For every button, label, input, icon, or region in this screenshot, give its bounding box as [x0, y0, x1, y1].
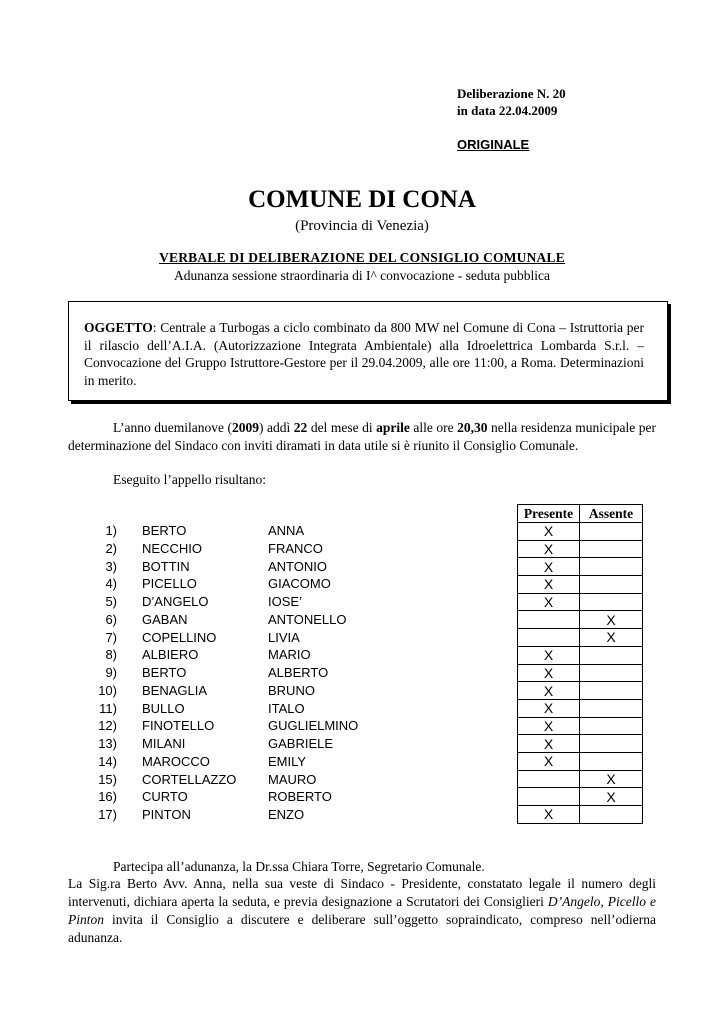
- member-firstname: MAURO: [268, 771, 317, 787]
- attendance-row: [518, 664, 643, 682]
- verbale-heading: VERBALE DI DELIBERAZIONE DEL CONSIGLIO COMUNALE: [159, 250, 565, 265]
- secretary-paragraph: Partecipa all’adunanza, la Dr.ssa Chiara Torre, Segretario Comunale.: [113, 859, 485, 874]
- member-firstname: IOSE’: [268, 594, 302, 609]
- member-number: 13): [98, 736, 117, 751]
- attendance-header-row: [518, 505, 643, 523]
- member-surname: MAROCCO: [142, 753, 210, 769]
- intro-paragraph: [68, 419, 656, 455]
- attendance-row: [518, 717, 643, 735]
- member-number: 3): [105, 558, 117, 574]
- attendance-row: [518, 576, 643, 594]
- closing-paragraph: [68, 875, 656, 947]
- member-surname: D’ANGELO: [142, 594, 209, 609]
- subject-label: OGGETTO: [84, 320, 153, 335]
- member-surname: ALBIERO: [142, 647, 199, 663]
- attendance-row: [518, 752, 643, 770]
- member-surname: FINOTELLO: [142, 718, 215, 734]
- attendance-assente-cell: [580, 752, 643, 770]
- attendance-presente-cell: [518, 611, 580, 629]
- member-number: 15): [98, 771, 117, 787]
- attendance-table: [517, 504, 643, 824]
- intro-text-2: ) addì: [259, 420, 294, 435]
- attendance-row: [518, 523, 643, 541]
- member-number: 17): [98, 807, 117, 822]
- attendance-row: [518, 611, 643, 629]
- subject-body: : Centrale a Turbogas a ciclo combinato da 800 MW nel Comune di Cona – Istruttoria per il rilascio dell’A.I.A. (Autorizzazione Integrata Ambientale) alla Idroelettrica Lombarda S.r.l. – Convocazione del Gruppo Istruttore-Gestore per il 29.04.2009, alle ore 11:00, a Roma. Determinazioni in merito.: [84, 320, 644, 388]
- attendance-assente-cell: [580, 664, 643, 682]
- member-surname: CURTO: [142, 789, 188, 805]
- member-firstname: EMILY: [268, 753, 307, 769]
- member-number: 14): [98, 753, 117, 769]
- attendance-presente-cell: X: [518, 540, 580, 558]
- deliberation-number: Deliberazione N. 20: [457, 86, 566, 101]
- attendance-presente-cell: X: [518, 523, 580, 541]
- attendance-assente-cell: X: [580, 770, 643, 788]
- member-number: 5): [105, 594, 117, 609]
- attendance-presente-cell: [518, 629, 580, 647]
- attendance-assente-cell: [580, 735, 643, 753]
- member-firstname: ITALO: [268, 700, 305, 716]
- intro-text-4: alle ore: [409, 420, 458, 435]
- attendance-assente-cell: X: [580, 629, 643, 647]
- intro-time: 20,30: [457, 420, 488, 435]
- subject-box: [68, 301, 668, 401]
- province-subtitle: (Provincia di Venezia): [295, 218, 429, 234]
- attendance-row: [518, 646, 643, 664]
- attendance-assente-cell: X: [580, 611, 643, 629]
- attendance-assente-cell: [580, 682, 643, 700]
- member-surname: CORTELLAZZO: [142, 771, 237, 787]
- attendance-row: [518, 558, 643, 576]
- attendance-assente-cell: [580, 717, 643, 735]
- intro-text-1: L’anno duemilanove (: [113, 420, 233, 435]
- intro-year: 2009: [232, 420, 260, 435]
- member-number: 12): [98, 718, 117, 734]
- member-firstname: GABRIELE: [268, 736, 334, 751]
- member-number: 8): [105, 647, 117, 663]
- member-number: 6): [105, 611, 117, 627]
- member-number: 2): [105, 540, 117, 556]
- attendance-row: [518, 788, 643, 806]
- member-firstname: ANTONELLO: [268, 611, 347, 627]
- attendance-row: [518, 699, 643, 717]
- attendance-presente-cell: X: [518, 576, 580, 594]
- member-firstname: ANNA: [268, 523, 305, 538]
- attendance-row: [518, 629, 643, 647]
- member-surname: PINTON: [142, 807, 191, 822]
- member-firstname: ENZO: [268, 807, 305, 822]
- page-title: COMUNE DI CONA: [248, 186, 476, 213]
- member-surname: BENAGLIA: [142, 682, 208, 698]
- member-firstname: ALBERTO: [268, 665, 329, 680]
- member-surname: MILANI: [142, 736, 186, 751]
- attendance-assente-cell: [580, 593, 643, 611]
- attendance-presente-cell: X: [518, 699, 580, 717]
- closing-text-2: invita il Consiglio a discutere e deliberare sull’oggetto sopraindicato, compreso nell’odierna adunanza.: [68, 912, 656, 945]
- member-surname: PICELLO: [142, 576, 197, 592]
- attendance-row: [518, 682, 643, 700]
- attendance-assente-cell: [580, 646, 643, 664]
- original-label: ORIGINALE: [457, 137, 530, 152]
- member-firstname: FRANCO: [268, 540, 323, 556]
- member-surname: COPELLINO: [142, 629, 217, 645]
- attendance-row: [518, 735, 643, 753]
- scrutatori-names: D’Angelo, Picello e Pinton: [68, 894, 656, 927]
- header-presente: Presente: [518, 505, 580, 523]
- member-firstname: MARIO: [268, 647, 311, 663]
- intro-day: 22: [293, 420, 308, 435]
- member-number: 16): [98, 789, 117, 805]
- attendance-presente-cell: X: [518, 682, 580, 700]
- attendance-presente-cell: X: [518, 558, 580, 576]
- member-surname: BULLO: [142, 700, 185, 716]
- member-surname: BOTTIN: [142, 558, 190, 574]
- member-surname: NECCHIO: [142, 540, 202, 556]
- attendance-row: [518, 593, 643, 611]
- member-firstname: GIACOMO: [268, 576, 331, 592]
- attendance-assente-cell: [580, 806, 643, 824]
- attendance-presente-cell: X: [518, 735, 580, 753]
- deliberation-date: in data 22.04.2009: [457, 103, 558, 118]
- attendance-presente-cell: X: [518, 593, 580, 611]
- attendance-row: [518, 770, 643, 788]
- attendance-assente-cell: [580, 540, 643, 558]
- member-number: 4): [105, 576, 117, 592]
- member-surname: BERTO: [142, 665, 187, 680]
- deliberation-reference: [457, 85, 566, 119]
- attendance-presente-cell: X: [518, 717, 580, 735]
- intro-text-3: del mese di: [307, 420, 377, 435]
- member-firstname: ROBERTO: [268, 789, 332, 805]
- header-assente: Assente: [580, 505, 643, 523]
- attendance-presente-cell: X: [518, 752, 580, 770]
- subject-text: [84, 319, 644, 389]
- member-number: 9): [105, 665, 117, 680]
- attendance-presente-cell: X: [518, 664, 580, 682]
- member-number: 1): [105, 523, 117, 538]
- member-firstname: BRUNO: [268, 682, 315, 698]
- roll-call-text: Eseguito l’appello risultano:: [113, 472, 266, 487]
- member-surname: GABAN: [142, 611, 188, 627]
- attendance-presente-cell: X: [518, 646, 580, 664]
- member-firstname: ANTONIO: [268, 558, 327, 574]
- member-firstname: LIVIA: [268, 629, 300, 645]
- attendance-assente-cell: [580, 576, 643, 594]
- attendance-assente-cell: [580, 699, 643, 717]
- attendance-assente-cell: [580, 558, 643, 576]
- member-number: 11): [99, 700, 117, 716]
- session-type: Adunanza sessione straordinaria di I^ convocazione - seduta pubblica: [174, 268, 550, 283]
- attendance-presente-cell: [518, 770, 580, 788]
- intro-text-5: nella residenza municipale per determinazione del Sindaco con inviti diramati in data utile si è riunito il Consiglio Comunale.: [68, 420, 657, 453]
- member-number: 10): [98, 682, 117, 698]
- member-surname: BERTO: [142, 523, 187, 538]
- intro-month: aprile: [376, 420, 410, 435]
- closing-text-1: La Sig.ra Berto Avv. Anna, nella sua veste di Sindaco - Presidente, constatato legale il numero degli intervenuti, dichiara aperta la seduta, e previa designazione a Scrutatori dei Consiglieri: [68, 876, 656, 909]
- attendance-presente-cell: [518, 788, 580, 806]
- attendance-row: [518, 806, 643, 824]
- attendance-assente-cell: [580, 523, 643, 541]
- attendance-presente-cell: X: [518, 806, 580, 824]
- attendance-row: [518, 540, 643, 558]
- member-firstname: GUGLIELMINO: [268, 718, 359, 734]
- member-number: 7): [105, 629, 117, 645]
- attendance-assente-cell: X: [580, 788, 643, 806]
